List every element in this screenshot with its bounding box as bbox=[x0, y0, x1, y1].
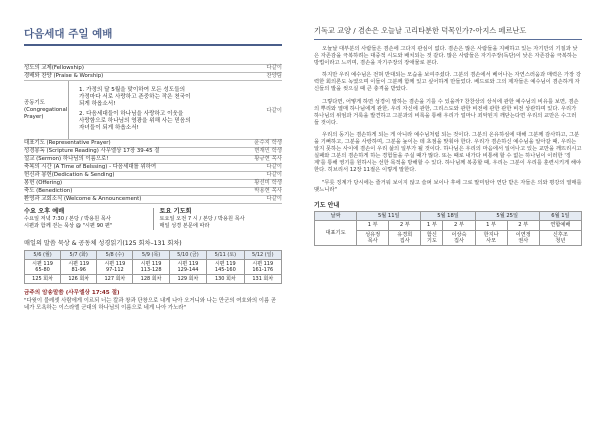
order-row: 경배와 찬양 (Praise & Worship) 찬양팀 bbox=[24, 73, 282, 79]
order-row: 성경봉독 (Scripture Reading) 사무엘상 17장 39-45 절 변재민 학생 bbox=[24, 148, 282, 154]
order-row: 축도 (Benediction) 박용현 목사 bbox=[24, 188, 282, 194]
order-group-1 bbox=[24, 64, 282, 81]
weekly-services bbox=[24, 208, 282, 230]
order-row: 헌신과 봉헌(Dedication & Sending) 다같이 bbox=[24, 172, 282, 178]
worship-order-column bbox=[24, 26, 282, 311]
prayer-guide: 기도 안내 날짜 5월 11일 5월 18일 5월 25일 6월 1일 대표기도 1 부 2 부 1 부 2 부 1 부 2 부 연합예배 성유정 목사 유경희 집사 함신 기도 이상숙 집사 한지나 사모 이연정 권사 신후조 청년 bbox=[314, 200, 582, 247]
memory-verse: 금주의 암송말씀 (사무엘상 17:45 절) "다윗이 블레셋 사람에게 이르되 너는 칼과 창과 단창으로 내게 나아 오거니와 나는 만군의 여호와의 이름 곧 네가 모욕하는 이스라엘 군대의 하나님의 이름으로 네게 나아 가노라" bbox=[24, 290, 277, 311]
order-row: 봉헌 (Offering) 황선미 학생 bbox=[24, 180, 282, 186]
wednesday-service: 수요 오후 예배 수요일 저녁 7:30 / 본당 / 박용원 목사 시편과 함께 걷는 묵상 @ "시편 90 편" bbox=[24, 208, 113, 229]
prayer-who: 다같이 bbox=[266, 108, 282, 114]
reading-grid: 5/6 (월) 5/7 (화) 5/8 (수) 5/9 (목) 5/10 (금) 5/11 (토) 5/12 (일) 시편 119 65-80 시편 119 81-96 시편 119 97-112 시편 119 113-128 시편 119 129-144 시편 119 145-160 시편 119 161-176 125 회차 126 회차 127 회차 128 회차 129 회차 130 회차 131 회차 bbox=[24, 250, 282, 284]
order-row: 성도의 교제(Fellowship) 다같이 bbox=[24, 65, 282, 71]
congregational-prayer bbox=[24, 81, 282, 139]
article-body: 오늘날 대부분의 사람들은 겸손에 그다지 관심이 없다. 겸손은 많은 사람들을 지배하고 있는 자기만의 기질과 낮은 자존감을 극복하려는 대중적 시도와 배치되는 것 같다. 많은 사람들은 자기주장(독단)이 낮은 자존감을 극복하는 방법이라고 느끼며, 겸손을 자기주장의 장애물로 본다. 하지만 우리 예수님은 전혀 반대되는 모습을 보여주셨다. 그분의 겸손에서 베어나는 자연스러움과 매력은 가장 강력한 회의론도 녹였으며 이들이 그분께 함께 있고 싶어하게 만들었다. 베드로와 그의 제자들은 예수님이 겸손하게 자신들의 발을 씻으실 때 큰 충격을 받았다. 그렇다면, 어떻게 하면 성경이 말하는 겸손을 기를 수 있을까? 찬찬상의 상식에 관한 예수님의 비유를 보면, 겸손의 뿌리와 열매 하나님에게 관한, 우리 자신에 관한, 그리스도와 관한 비전에 관한 관한 비전 상관하며 있다. 우리가 하나님의 위엄과 거룩을 발견하고 그분과의 비록을 통해 우리가 얼마나 죄악된지 깨닫는다면 우리의 교만은 수그러 들 것이다. 우리의 동기는 겸손하게 되는 게 아니라 예수님처럼 되는 것이다. 그분의 온유하심에 대해 그분께 감사하고, 그분을 기뻐하고, 그분을 사랑하며, 그분을 높이는 데 초점을 맞춰야 한다. 우리가 겸손하신 예수님을 알아갈 때, 우리는 알지 못하는 사이에 겸손이 우리 삶의 일부가 될 것이다. 하나님은 우리의 마음에서 일어나고 있는 교만을 깨뜨리시고 실패와 그분의 겸손하게 하는 경험들을 주실 때가 많다. 또는 때로 내가다 비통해 할 수 없는 하나님이 이러한 '징계'를 통해 영기를 원하시는 선한 목적을 방해할 수 있다. 하나님께 복종할 때, 우리는 그분이 우리를 훈련시키게 해야 한다. 히브리서 12장 11절은 이렇게 말한다. "무릇 징계가 당시에는 즐거워 보이지 않고 슬퍼 보이나 후에 그로 말미암아 연단 받은 자들은 의와 평강의 열매를 맺느니라" bbox=[314, 46, 582, 193]
prayer-guide-table: 날짜 5월 11일 5월 18일 5월 25일 6월 1일 대표기도 1 부 2 부 1 부 2 부 1 부 2 부 연합예배 성유정 목사 유경희 집사 함신 기도 이상숙 집사 한지나 사모 이연정 권사 신후조 청년 bbox=[314, 211, 582, 247]
reading-grid-title: 매일의 말씀 묵상 & 공동체 성경읽기(125 회차–131 회차) bbox=[24, 240, 182, 247]
article-column bbox=[314, 26, 582, 246]
saturday-prayer: 토요 기도회 토요일 오전 7 시 / 본당 / 박용원 목사 매일 성경 본문에 따라 bbox=[153, 208, 283, 230]
page-title: 다음세대 주일 예배 bbox=[24, 28, 113, 40]
article-divider bbox=[314, 39, 582, 40]
order-row: 환영과 교회소식 (Welcome & Announcement) 다같이 bbox=[24, 196, 282, 202]
order-row: 대표기도 (Representative Prayer) 윤수지 학생 bbox=[24, 140, 282, 146]
prayer-body: 1. 가정의 달 5월을 맞이하여 모든 성도들의 가정마다 서로 사랑하고 존중하는 작은 천국이 되게 하옵소서! 2. 다음세대들이 하나님을 사랑하고 이웃을 사랑함으로 하나님의 영광을 위해 사는 믿음의 자녀들이 되게 하옵소서! bbox=[68, 81, 256, 139]
article-title: 기독교 교양 / 겸손은 오늘날 고리타분한 덕목인가?-아지스 페르난도 bbox=[314, 26, 527, 35]
title-divider bbox=[24, 44, 282, 46]
prayer-label: 공동기도 (Congregational Prayer) bbox=[24, 99, 68, 120]
order-group-2 bbox=[24, 139, 282, 204]
order-row: 축복의 시간 (A Time of Belssing) - 다음세대를 위하여 다같이 bbox=[24, 164, 282, 170]
order-row: 설교 (Sermon) 하나님의 이름으로! 황규현 목사 bbox=[24, 156, 282, 162]
